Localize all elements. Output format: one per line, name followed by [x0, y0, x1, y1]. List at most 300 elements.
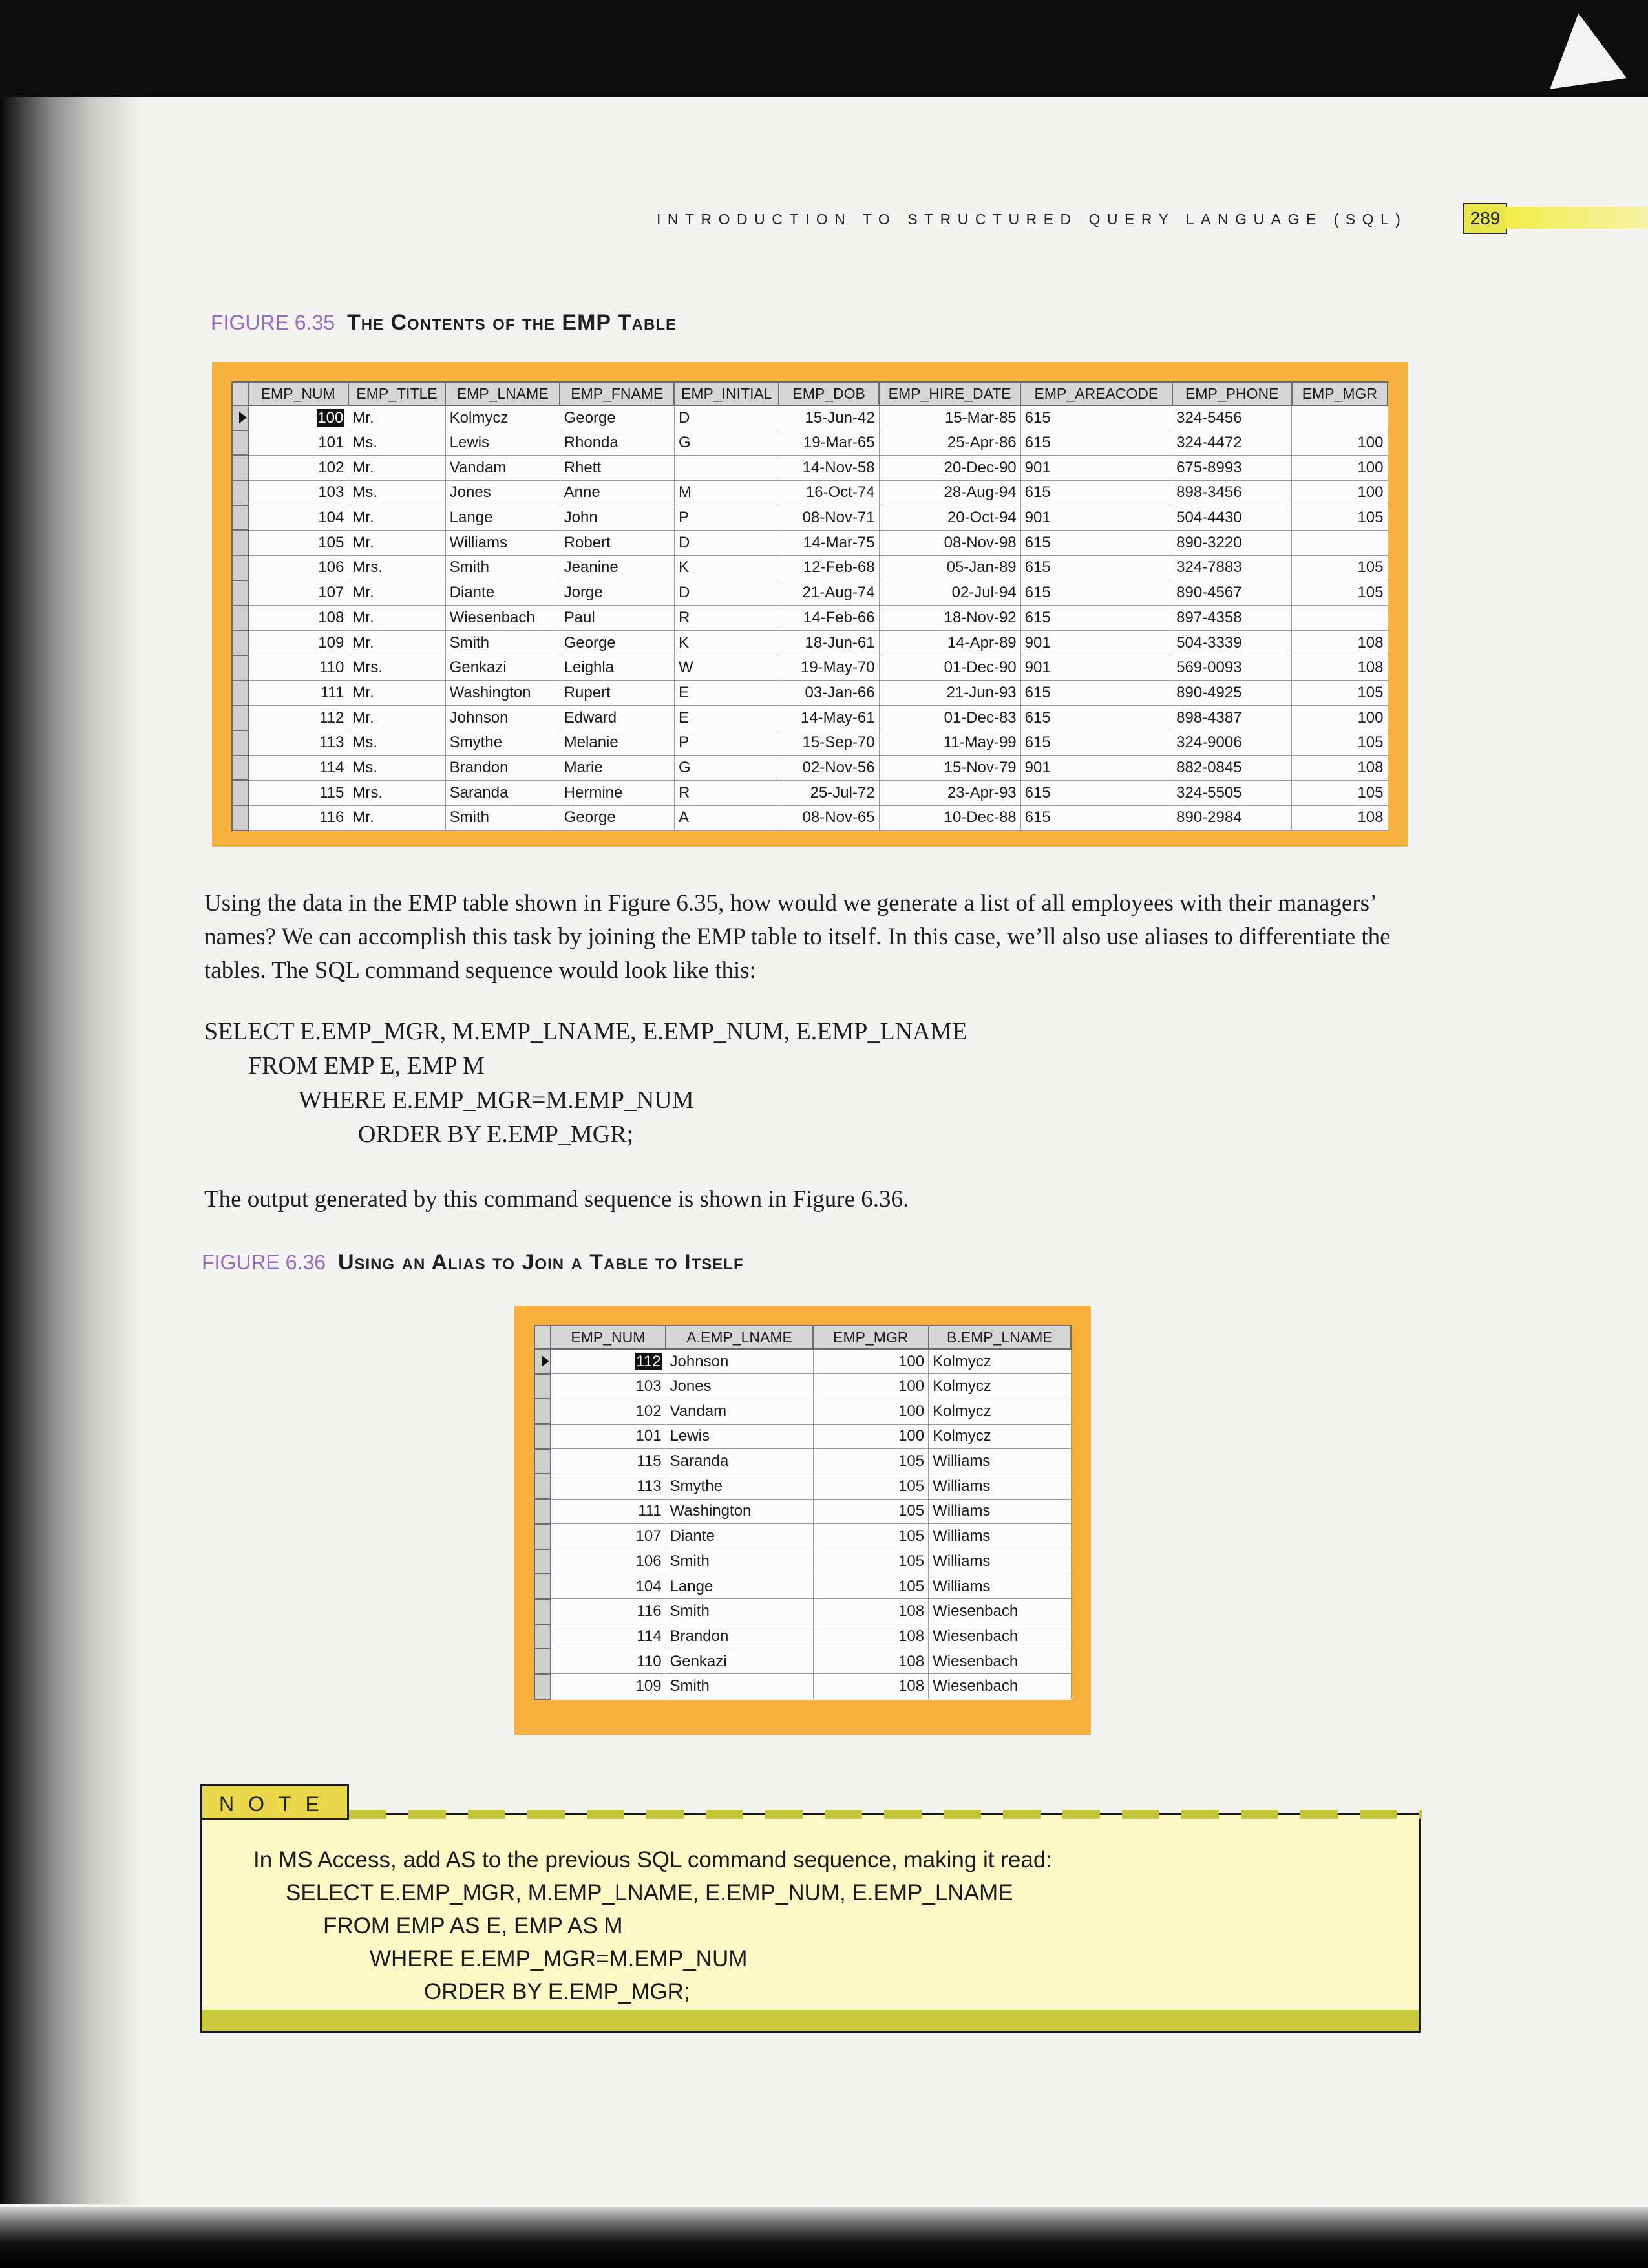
table-cell[interactable]: Williams: [929, 1474, 1071, 1499]
table-cell[interactable]: Wiesenbach: [929, 1624, 1071, 1649]
table-row[interactable]: [232, 780, 1388, 805]
row-selector[interactable]: [232, 705, 248, 730]
table-row[interactable]: [232, 756, 1388, 781]
table-cell[interactable]: 109: [551, 1674, 666, 1699]
row-selector[interactable]: [232, 655, 248, 681]
table-cell[interactable]: Diante: [445, 580, 560, 606]
row-selector[interactable]: [534, 1649, 551, 1674]
table-cell[interactable]: Mr.: [348, 606, 445, 631]
table-cell[interactable]: 108: [1292, 655, 1388, 681]
table-cell[interactable]: E: [674, 681, 779, 706]
table-cell[interactable]: Anne: [560, 480, 674, 505]
table-cell[interactable]: 107: [248, 580, 348, 606]
table-cell[interactable]: D: [674, 405, 779, 430]
table-cell[interactable]: 25-Apr-86: [879, 430, 1020, 456]
table-cell[interactable]: P: [674, 505, 779, 531]
table-cell[interactable]: 100: [1292, 480, 1388, 505]
table-cell[interactable]: Genkazi: [445, 655, 560, 681]
table-row[interactable]: [232, 730, 1388, 756]
table-cell[interactable]: 324-5456: [1172, 405, 1292, 430]
table-cell[interactable]: 103: [248, 480, 348, 505]
table-cell[interactable]: 112: [551, 1349, 666, 1374]
table-row[interactable]: [534, 1374, 1071, 1399]
table-cell[interactable]: 890-4567: [1172, 580, 1292, 606]
row-selector[interactable]: [534, 1374, 551, 1399]
table-cell[interactable]: 16-Oct-74: [779, 480, 879, 505]
column-header-emp-mgr[interactable]: EMP_MGR: [813, 1326, 929, 1349]
table-cell[interactable]: 14-Feb-66: [779, 606, 879, 631]
table-row[interactable]: [534, 1499, 1071, 1524]
table-cell[interactable]: 14-May-61: [779, 705, 879, 730]
table-cell[interactable]: 28-Aug-94: [879, 480, 1020, 505]
table-row[interactable]: [534, 1524, 1071, 1549]
table-cell[interactable]: 898-3456: [1172, 480, 1292, 505]
table-cell[interactable]: 897-4358: [1172, 606, 1292, 631]
table-cell[interactable]: 115: [551, 1449, 666, 1474]
table-row[interactable]: [232, 480, 1388, 505]
table-cell[interactable]: D: [674, 530, 779, 555]
table-cell[interactable]: Kolmycz: [929, 1349, 1071, 1374]
table-cell[interactable]: 18-Jun-61: [779, 630, 879, 655]
row-selector[interactable]: [534, 1424, 551, 1449]
table-cell[interactable]: 901: [1020, 655, 1172, 681]
table-cell[interactable]: 110: [248, 655, 348, 681]
table-cell[interactable]: 25-Jul-72: [779, 780, 879, 805]
table-cell[interactable]: 615: [1020, 681, 1172, 706]
column-header-emp-fname[interactable]: EMP_FNAME: [560, 382, 674, 405]
table-cell[interactable]: 100: [813, 1424, 929, 1449]
table-cell[interactable]: 615: [1020, 705, 1172, 730]
table-cell[interactable]: 101: [248, 430, 348, 456]
table-cell[interactable]: Washington: [666, 1499, 813, 1524]
table-row[interactable]: [232, 655, 1388, 681]
row-selector[interactable]: [232, 730, 248, 756]
column-header-emp-initial[interactable]: EMP_INITIAL: [674, 382, 779, 405]
table-cell[interactable]: Leighla: [560, 655, 674, 681]
table-row[interactable]: [534, 1599, 1071, 1624]
table-cell[interactable]: 108: [813, 1674, 929, 1699]
table-cell[interactable]: 12-Feb-68: [779, 555, 879, 580]
table-cell[interactable]: 901: [1020, 756, 1172, 781]
table-cell[interactable]: Mr.: [348, 681, 445, 706]
table-cell[interactable]: 105: [813, 1524, 929, 1549]
table-cell[interactable]: [674, 455, 779, 480]
table-cell[interactable]: Jones: [666, 1374, 813, 1399]
table-row[interactable]: [534, 1674, 1071, 1699]
table-cell[interactable]: 107: [551, 1524, 666, 1549]
row-selector[interactable]: [534, 1549, 551, 1574]
table-cell[interactable]: 100: [1292, 705, 1388, 730]
table-cell[interactable]: 108: [248, 606, 348, 631]
table-cell[interactable]: 105: [1292, 730, 1388, 756]
table-cell[interactable]: Paul: [560, 606, 674, 631]
table-cell[interactable]: E: [674, 705, 779, 730]
row-selector[interactable]: [534, 1574, 551, 1599]
table-cell[interactable]: 100: [813, 1374, 929, 1399]
table-cell[interactable]: Mr.: [348, 705, 445, 730]
table-cell[interactable]: 105: [813, 1549, 929, 1574]
table-cell[interactable]: Lewis: [666, 1424, 813, 1449]
table-cell[interactable]: Mr.: [348, 530, 445, 555]
column-header-emp-mgr[interactable]: EMP_MGR: [1292, 382, 1388, 405]
table-cell[interactable]: 100: [1292, 430, 1388, 456]
table-cell[interactable]: Jorge: [560, 580, 674, 606]
table-cell[interactable]: [1292, 530, 1388, 555]
table-cell[interactable]: 615: [1020, 730, 1172, 756]
table-cell[interactable]: Genkazi: [666, 1649, 813, 1674]
table-cell[interactable]: Williams: [929, 1499, 1071, 1524]
table-row[interactable]: [232, 530, 1388, 555]
table-cell[interactable]: Lewis: [445, 430, 560, 456]
table-cell[interactable]: 15-Mar-85: [879, 405, 1020, 430]
table-cell[interactable]: 504-3339: [1172, 630, 1292, 655]
column-header-emp-title[interactable]: EMP_TITLE: [348, 382, 445, 405]
table-cell[interactable]: Ms.: [348, 430, 445, 456]
row-selector[interactable]: [232, 455, 248, 480]
table-cell[interactable]: 615: [1020, 780, 1172, 805]
table-cell[interactable]: Brandon: [666, 1624, 813, 1649]
table-cell[interactable]: 104: [248, 505, 348, 531]
table-cell[interactable]: 901: [1020, 630, 1172, 655]
table-cell[interactable]: 08-Nov-71: [779, 505, 879, 531]
table-cell[interactable]: 103: [551, 1374, 666, 1399]
table-row[interactable]: [534, 1424, 1071, 1449]
table-cell[interactable]: Brandon: [445, 756, 560, 781]
table-cell[interactable]: Rupert: [560, 681, 674, 706]
table-cell[interactable]: 20-Dec-90: [879, 455, 1020, 480]
table-cell[interactable]: Smith: [445, 805, 560, 831]
table-cell[interactable]: Lange: [666, 1574, 813, 1599]
table-cell[interactable]: 11-May-99: [879, 730, 1020, 756]
table-row[interactable]: [534, 1574, 1071, 1599]
table-cell[interactable]: 102: [551, 1399, 666, 1424]
table-cell[interactable]: Rhonda: [560, 430, 674, 456]
table-row[interactable]: [534, 1349, 1071, 1374]
table-cell[interactable]: 901: [1020, 505, 1172, 531]
row-selector[interactable]: [534, 1499, 551, 1524]
table-cell[interactable]: Mr.: [348, 630, 445, 655]
table-cell[interactable]: 106: [248, 555, 348, 580]
table-cell[interactable]: Rhett: [560, 455, 674, 480]
table-cell[interactable]: 615: [1020, 606, 1172, 631]
table-row[interactable]: [232, 405, 1388, 430]
table-cell[interactable]: Mr.: [348, 580, 445, 606]
row-selector[interactable]: [232, 780, 248, 805]
row-selector[interactable]: [232, 580, 248, 606]
table-row[interactable]: [534, 1399, 1071, 1424]
table-cell[interactable]: 108: [813, 1624, 929, 1649]
column-header-emp-phone[interactable]: EMP_PHONE: [1172, 382, 1292, 405]
table-cell[interactable]: Vandam: [666, 1399, 813, 1424]
row-selector[interactable]: [534, 1399, 551, 1424]
table-cell[interactable]: 109: [248, 630, 348, 655]
column-header-emp-num[interactable]: EMP_NUM: [248, 382, 348, 405]
table-cell[interactable]: George: [560, 805, 674, 831]
table-cell[interactable]: 890-2984: [1172, 805, 1292, 831]
table-cell[interactable]: 105: [1292, 780, 1388, 805]
row-selector[interactable]: [232, 505, 248, 531]
table-cell[interactable]: W: [674, 655, 779, 681]
table-cell[interactable]: R: [674, 780, 779, 805]
row-selector[interactable]: [534, 1474, 551, 1499]
table-cell[interactable]: Marie: [560, 756, 674, 781]
table-cell[interactable]: 115: [248, 780, 348, 805]
table-row[interactable]: [232, 606, 1388, 631]
table-cell[interactable]: 21-Jun-93: [879, 681, 1020, 706]
table-cell[interactable]: G: [674, 430, 779, 456]
row-selector[interactable]: [534, 1624, 551, 1649]
table-cell[interactable]: 108: [1292, 756, 1388, 781]
table-cell[interactable]: 615: [1020, 580, 1172, 606]
table-cell[interactable]: 615: [1020, 405, 1172, 430]
table-cell[interactable]: 324-9006: [1172, 730, 1292, 756]
table-cell[interactable]: Jones: [445, 480, 560, 505]
table-cell[interactable]: Ms.: [348, 756, 445, 781]
row-selector[interactable]: [232, 681, 248, 706]
table-cell[interactable]: Williams: [929, 1524, 1071, 1549]
column-header-a-emp-lname[interactable]: A.EMP_LNAME: [666, 1326, 813, 1349]
table-cell[interactable]: 105: [248, 530, 348, 555]
table-cell[interactable]: Ms.: [348, 480, 445, 505]
table-cell[interactable]: 108: [813, 1599, 929, 1624]
table-cell[interactable]: 890-3220: [1172, 530, 1292, 555]
table-cell[interactable]: 615: [1020, 805, 1172, 831]
table-cell[interactable]: Mr.: [348, 805, 445, 831]
table-cell[interactable]: Ms.: [348, 730, 445, 756]
table-cell[interactable]: 898-4387: [1172, 705, 1292, 730]
table-cell[interactable]: [1292, 405, 1388, 430]
table-cell[interactable]: 110: [551, 1649, 666, 1674]
table-row[interactable]: [232, 580, 1388, 606]
table-cell[interactable]: Edward: [560, 705, 674, 730]
table-cell[interactable]: Johnson: [666, 1349, 813, 1374]
table-cell[interactable]: 14-Nov-58: [779, 455, 879, 480]
table-cell[interactable]: 105: [813, 1449, 929, 1474]
table-cell[interactable]: Mrs.: [348, 780, 445, 805]
table-cell[interactable]: 105: [813, 1574, 929, 1599]
table-cell[interactable]: 113: [551, 1474, 666, 1499]
table-cell[interactable]: 108: [813, 1649, 929, 1674]
table-row[interactable]: [534, 1549, 1071, 1574]
table-cell[interactable]: 615: [1020, 430, 1172, 456]
row-selector[interactable]: [232, 606, 248, 631]
table-cell[interactable]: Smythe: [666, 1474, 813, 1499]
table-cell[interactable]: D: [674, 580, 779, 606]
table-cell[interactable]: 105: [1292, 505, 1388, 531]
table-row[interactable]: [232, 505, 1388, 531]
row-selector[interactable]: [232, 405, 248, 430]
row-selector[interactable]: [534, 1349, 551, 1374]
table-cell[interactable]: A: [674, 805, 779, 831]
table-cell[interactable]: 08-Nov-98: [879, 530, 1020, 555]
table-cell[interactable]: Smith: [666, 1599, 813, 1624]
table-cell[interactable]: Hermine: [560, 780, 674, 805]
table-cell[interactable]: 113: [248, 730, 348, 756]
table-cell[interactable]: 20-Oct-94: [879, 505, 1020, 531]
row-selector[interactable]: [534, 1524, 551, 1549]
table-cell[interactable]: 14-Mar-75: [779, 530, 879, 555]
table-cell[interactable]: 14-Apr-89: [879, 630, 1020, 655]
table-cell[interactable]: Diante: [666, 1524, 813, 1549]
table-cell[interactable]: 890-4925: [1172, 681, 1292, 706]
column-header-emp-lname[interactable]: EMP_LNAME: [445, 382, 560, 405]
table-cell[interactable]: M: [674, 480, 779, 505]
table-cell[interactable]: 100: [1292, 455, 1388, 480]
table-cell[interactable]: Mr.: [348, 405, 445, 430]
table-cell[interactable]: G: [674, 756, 779, 781]
table-cell[interactable]: 10-Dec-88: [879, 805, 1020, 831]
table-row[interactable]: [534, 1449, 1071, 1474]
table-cell[interactable]: K: [674, 630, 779, 655]
table-cell[interactable]: 108: [1292, 805, 1388, 831]
table-cell[interactable]: 105: [813, 1474, 929, 1499]
table-cell[interactable]: 324-5505: [1172, 780, 1292, 805]
table-cell[interactable]: Johnson: [445, 705, 560, 730]
table-row[interactable]: [232, 430, 1388, 456]
table-cell[interactable]: 504-4430: [1172, 505, 1292, 531]
table-cell[interactable]: Lange: [445, 505, 560, 531]
table-cell[interactable]: 615: [1020, 530, 1172, 555]
table-cell[interactable]: Wiesenbach: [929, 1599, 1071, 1624]
table-cell[interactable]: Mrs.: [348, 655, 445, 681]
table-cell[interactable]: Robert: [560, 530, 674, 555]
table-row[interactable]: [232, 805, 1388, 831]
table-cell[interactable]: 23-Apr-93: [879, 780, 1020, 805]
table-cell[interactable]: 19-May-70: [779, 655, 879, 681]
table-cell[interactable]: Wiesenbach: [929, 1674, 1071, 1699]
table-cell[interactable]: Smith: [666, 1674, 813, 1699]
table-cell[interactable]: K: [674, 555, 779, 580]
table-cell[interactable]: 08-Nov-65: [779, 805, 879, 831]
table-cell[interactable]: 19-Mar-65: [779, 430, 879, 456]
table-cell[interactable]: Washington: [445, 681, 560, 706]
table-cell[interactable]: 112: [248, 705, 348, 730]
table-cell[interactable]: 108: [1292, 630, 1388, 655]
table-cell[interactable]: Mrs.: [348, 555, 445, 580]
table-cell[interactable]: 05-Jan-89: [879, 555, 1020, 580]
row-selector[interactable]: [534, 1599, 551, 1624]
table-cell[interactable]: Jeanine: [560, 555, 674, 580]
table-cell[interactable]: 116: [551, 1599, 666, 1624]
table-cell[interactable]: George: [560, 630, 674, 655]
table-cell[interactable]: 105: [813, 1499, 929, 1524]
table-cell[interactable]: Smythe: [445, 730, 560, 756]
table-cell[interactable]: 15-Nov-79: [879, 756, 1020, 781]
table-cell[interactable]: Saranda: [445, 780, 560, 805]
table-cell[interactable]: 102: [248, 455, 348, 480]
row-selector[interactable]: [232, 530, 248, 555]
table-cell[interactable]: [1292, 606, 1388, 631]
column-header-b-emp-lname[interactable]: B.EMP_LNAME: [929, 1326, 1071, 1349]
table-cell[interactable]: R: [674, 606, 779, 631]
table-cell[interactable]: 18-Nov-92: [879, 606, 1020, 631]
table-row[interactable]: [232, 630, 1388, 655]
table-cell[interactable]: 21-Aug-74: [779, 580, 879, 606]
table-cell[interactable]: 105: [1292, 681, 1388, 706]
table-cell[interactable]: Williams: [929, 1449, 1071, 1474]
table-cell[interactable]: 615: [1020, 555, 1172, 580]
table-row[interactable]: [534, 1624, 1071, 1649]
table-cell[interactable]: 105: [1292, 555, 1388, 580]
table-cell[interactable]: 111: [551, 1499, 666, 1524]
table-cell[interactable]: George: [560, 405, 674, 430]
table-cell[interactable]: Kolmycz: [445, 405, 560, 430]
table-cell[interactable]: 114: [248, 756, 348, 781]
table-cell[interactable]: Smith: [445, 630, 560, 655]
row-selector[interactable]: [232, 480, 248, 505]
table-cell[interactable]: 105: [1292, 580, 1388, 606]
row-selector[interactable]: [232, 630, 248, 655]
table-cell[interactable]: Kolmycz: [929, 1424, 1071, 1449]
table-cell[interactable]: 114: [551, 1624, 666, 1649]
table-cell[interactable]: 901: [1020, 455, 1172, 480]
table-cell[interactable]: 100: [813, 1349, 929, 1374]
table-row[interactable]: [232, 455, 1388, 480]
column-header-emp-areacode[interactable]: EMP_AREACODE: [1020, 382, 1172, 405]
row-selector[interactable]: [232, 805, 248, 831]
table-cell[interactable]: Melanie: [560, 730, 674, 756]
table-cell[interactable]: Saranda: [666, 1449, 813, 1474]
table-row[interactable]: [232, 555, 1388, 580]
table-row[interactable]: [232, 681, 1388, 706]
table-cell[interactable]: 106: [551, 1549, 666, 1574]
table-cell[interactable]: Kolmycz: [929, 1374, 1071, 1399]
table-cell[interactable]: 615: [1020, 480, 1172, 505]
table-cell[interactable]: 116: [248, 805, 348, 831]
column-header-emp-dob[interactable]: EMP_DOB: [779, 382, 879, 405]
column-header-emp-hire-date[interactable]: EMP_HIRE_DATE: [879, 382, 1020, 405]
table-cell[interactable]: Vandam: [445, 455, 560, 480]
table-cell[interactable]: Smith: [445, 555, 560, 580]
row-selector[interactable]: [232, 430, 248, 456]
table-cell[interactable]: Mr.: [348, 455, 445, 480]
table-row[interactable]: [232, 705, 1388, 730]
row-selector[interactable]: [232, 555, 248, 580]
table-cell[interactable]: 104: [551, 1574, 666, 1599]
table-cell[interactable]: Williams: [929, 1549, 1071, 1574]
table-cell[interactable]: 02-Jul-94: [879, 580, 1020, 606]
table-cell[interactable]: Williams: [445, 530, 560, 555]
table-cell[interactable]: Smith: [666, 1549, 813, 1574]
row-selector[interactable]: [232, 756, 248, 781]
table-cell[interactable]: 101: [551, 1424, 666, 1449]
table-cell[interactable]: 324-7883: [1172, 555, 1292, 580]
table-cell[interactable]: P: [674, 730, 779, 756]
table-cell[interactable]: 15-Sep-70: [779, 730, 879, 756]
table-cell[interactable]: Wiesenbach: [445, 606, 560, 631]
table-row[interactable]: [534, 1649, 1071, 1674]
table-cell[interactable]: Wiesenbach: [929, 1649, 1071, 1674]
table-cell[interactable]: 111: [248, 681, 348, 706]
table-cell[interactable]: 01-Dec-83: [879, 705, 1020, 730]
table-cell[interactable]: John: [560, 505, 674, 531]
row-selector[interactable]: [534, 1674, 551, 1699]
table-cell[interactable]: 01-Dec-90: [879, 655, 1020, 681]
row-selector[interactable]: [534, 1449, 551, 1474]
table-cell[interactable]: 15-Jun-42: [779, 405, 879, 430]
table-cell[interactable]: 100: [813, 1399, 929, 1424]
table-cell[interactable]: 882-0845: [1172, 756, 1292, 781]
table-cell[interactable]: 02-Nov-56: [779, 756, 879, 781]
table-cell[interactable]: 324-4472: [1172, 430, 1292, 456]
table-cell[interactable]: 100: [248, 405, 348, 430]
table-cell[interactable]: Kolmycz: [929, 1399, 1071, 1424]
table-cell[interactable]: Williams: [929, 1574, 1071, 1599]
table-cell[interactable]: 03-Jan-66: [779, 681, 879, 706]
table-cell[interactable]: 675-8993: [1172, 455, 1292, 480]
column-header-emp-num[interactable]: EMP_NUM: [551, 1326, 666, 1349]
table-cell[interactable]: 569-0093: [1172, 655, 1292, 681]
